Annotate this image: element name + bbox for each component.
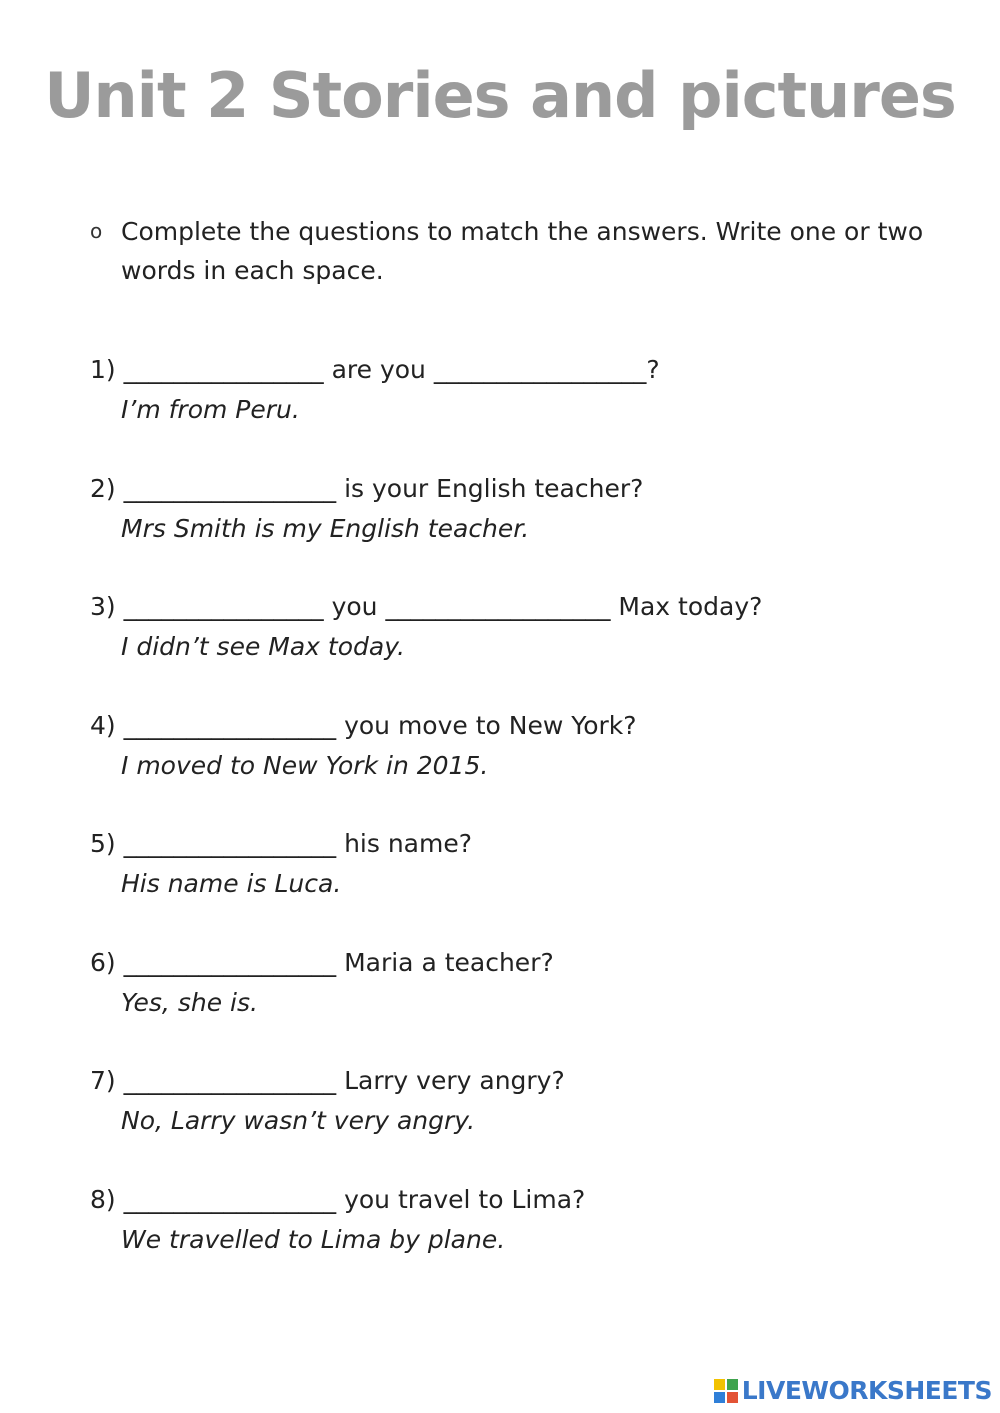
- bullet-icon: o: [90, 219, 103, 243]
- question-number: 4): [90, 710, 116, 740]
- question-text: _________________ is your English teacher?: [123, 473, 644, 503]
- question-line: [90, 1061, 950, 1101]
- question-item-3: [90, 587, 950, 706]
- answer-text: Mrs Smith is my English teacher.: [121, 513, 530, 543]
- question-list: [90, 350, 950, 1298]
- question-text: ________________ are you _________________?: [123, 355, 660, 384]
- question-text: _________________ Larry very angry?: [123, 1066, 565, 1095]
- answer-text: Yes, she is.: [121, 987, 258, 1017]
- brand-text: LIVEWORKSHEETS: [741, 1376, 992, 1405]
- question-item-8: [90, 1180, 950, 1299]
- liveworksheets-logo-icon: [714, 1379, 738, 1403]
- brand: [714, 1378, 992, 1403]
- question-line: [90, 350, 950, 390]
- question-line: [90, 1180, 950, 1220]
- question-item-5: [90, 824, 950, 943]
- answer-text: We travelled to Lima by plane.: [121, 1224, 506, 1254]
- question-item-4: [90, 706, 950, 825]
- question-number: 1): [90, 355, 116, 384]
- answer-text: His name is Luca.: [121, 869, 342, 898]
- question-number: 8): [90, 1184, 116, 1214]
- question-number: 7): [90, 1066, 116, 1095]
- question-number: 6): [90, 947, 116, 977]
- question-line: [90, 706, 950, 746]
- instruction: [90, 212, 930, 290]
- question-line: [90, 587, 950, 627]
- question-number: 3): [90, 592, 116, 621]
- question-item-1: [90, 350, 950, 469]
- question-line: [90, 943, 950, 983]
- page-title: Unit 2 Stories and pictures: [44, 59, 956, 132]
- question-number: 2): [90, 473, 116, 503]
- question-line: [90, 469, 950, 509]
- question-text: _________________ his name?: [123, 829, 473, 858]
- question-text: _________________ you travel to Lima?: [123, 1184, 586, 1214]
- answer-text: I’m from Peru.: [121, 395, 300, 424]
- question-item-6: [90, 943, 950, 1062]
- answer-text: I didn’t see Max today.: [121, 632, 405, 661]
- question-line: [90, 824, 950, 864]
- answer-text: No, Larry wasn’t very angry.: [121, 1106, 476, 1135]
- question-item-2: [90, 469, 950, 588]
- question-item-7: [90, 1061, 950, 1180]
- question-text: ________________ you __________________ Max today?: [123, 592, 763, 621]
- answer-text: I moved to New York in 2015.: [121, 750, 489, 780]
- question-text: _________________ Maria a teacher?: [123, 947, 554, 977]
- instruction-text: Complete the questions to match the answers. Write one or two words in each space.: [121, 217, 924, 285]
- question-text: _________________ you move to New York?: [123, 710, 637, 740]
- question-number: 5): [90, 829, 116, 858]
